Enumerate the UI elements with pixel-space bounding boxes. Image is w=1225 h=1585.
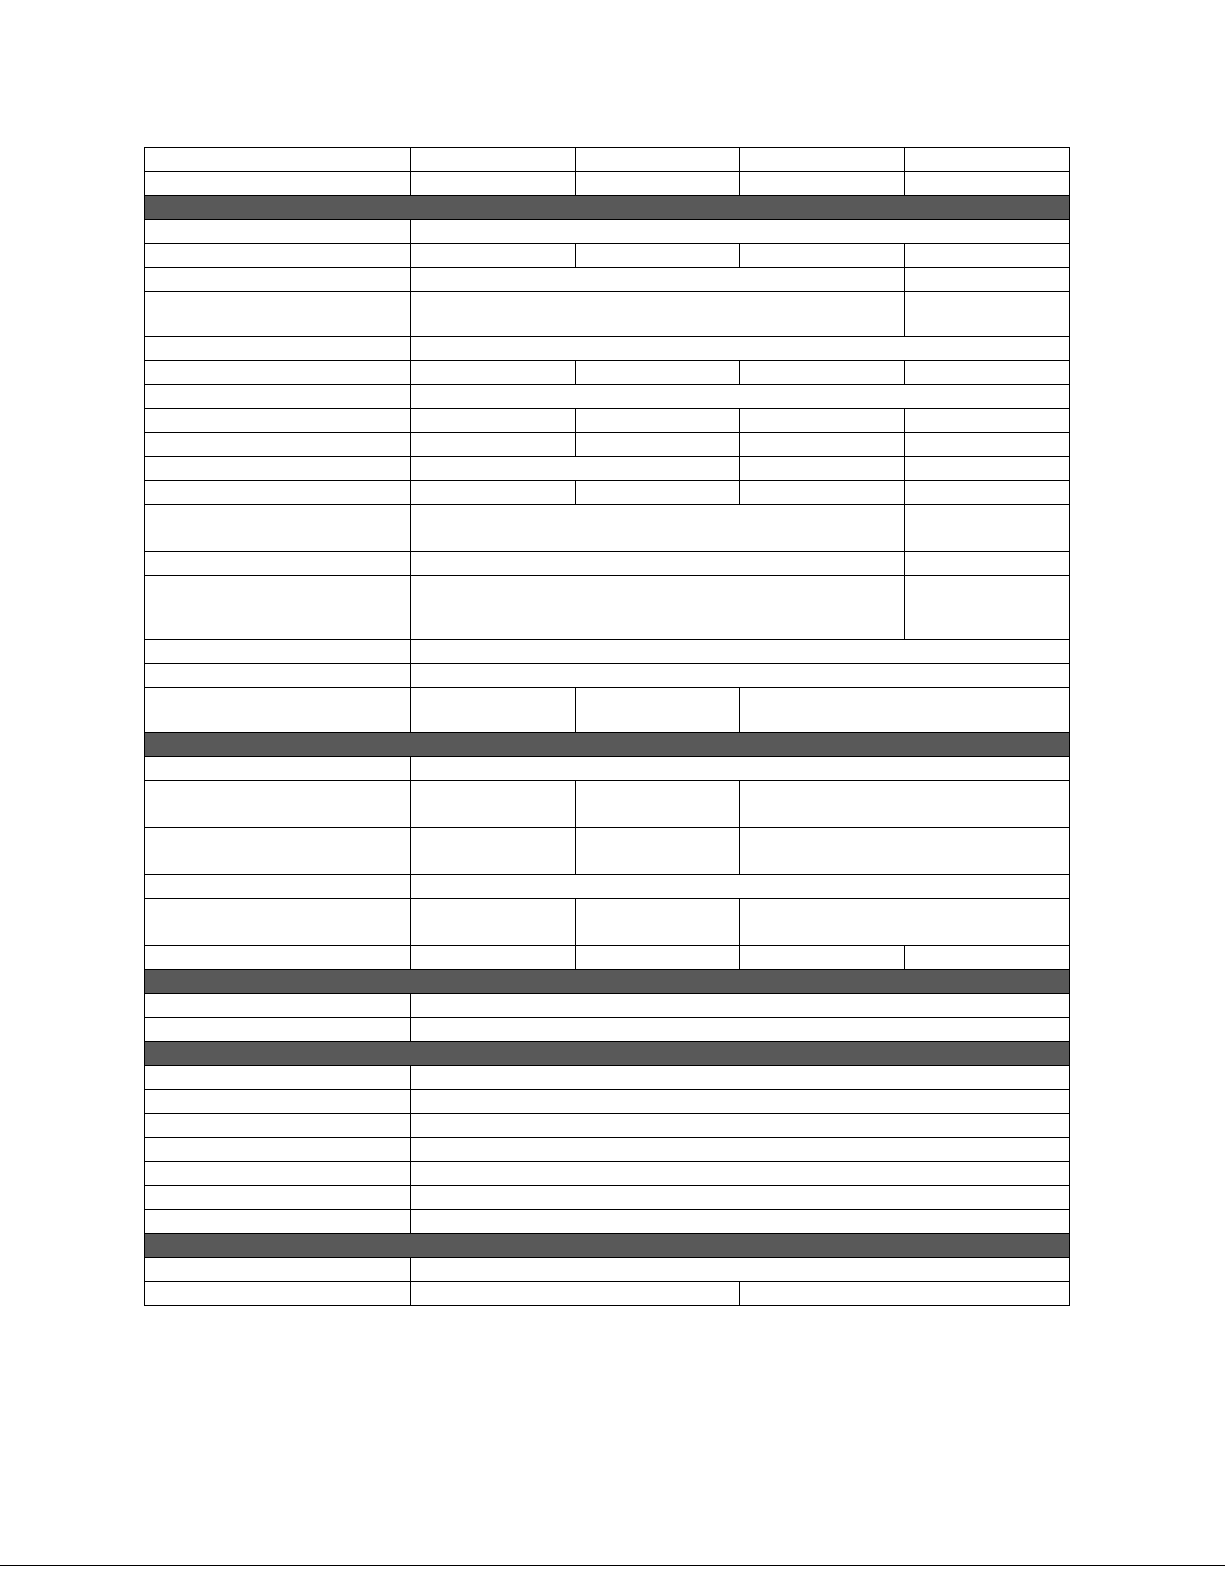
table-row xyxy=(145,757,1070,781)
value-cell xyxy=(905,172,1070,196)
value-cell xyxy=(411,433,576,457)
value-cell xyxy=(740,688,1070,733)
table-row xyxy=(145,1210,1070,1234)
row-label-cell xyxy=(145,457,411,481)
value-cell xyxy=(411,899,576,946)
value-cell xyxy=(411,781,576,828)
row-label-cell xyxy=(145,172,411,196)
value-cell xyxy=(411,481,576,505)
page-bottom-rule xyxy=(0,1565,1225,1566)
value-cell xyxy=(905,576,1070,640)
value-cell xyxy=(576,781,740,828)
value-cell xyxy=(905,244,1070,268)
value-cell xyxy=(740,899,1070,946)
value-cell xyxy=(411,409,576,433)
value-cell xyxy=(411,664,1070,688)
value-cell xyxy=(411,576,905,640)
value-cell xyxy=(411,1018,1070,1042)
value-cell xyxy=(411,148,576,172)
section-header-row xyxy=(145,1234,1070,1258)
value-cell xyxy=(905,946,1070,970)
table-row xyxy=(145,552,1070,576)
section-header-row xyxy=(145,970,1070,994)
value-cell xyxy=(905,505,1070,552)
section-header-row xyxy=(145,1042,1070,1066)
value-cell xyxy=(411,688,576,733)
table-row xyxy=(145,994,1070,1018)
row-label-cell xyxy=(145,409,411,433)
table-row xyxy=(145,1162,1070,1186)
row-label-cell xyxy=(145,505,411,552)
value-cell xyxy=(411,640,1070,664)
table-row xyxy=(145,640,1070,664)
row-label-cell xyxy=(145,946,411,970)
value-cell xyxy=(411,385,1070,409)
table-row xyxy=(145,1138,1070,1162)
value-cell xyxy=(905,552,1070,576)
value-cell xyxy=(411,875,1070,899)
section-header-cell xyxy=(145,196,1070,220)
value-cell xyxy=(905,481,1070,505)
row-label-cell xyxy=(145,828,411,875)
table-row xyxy=(145,781,1070,828)
table-row xyxy=(145,481,1070,505)
value-cell xyxy=(576,409,740,433)
row-label-cell xyxy=(145,1282,411,1306)
row-label-cell xyxy=(145,1138,411,1162)
row-label-cell xyxy=(145,433,411,457)
value-cell xyxy=(411,337,1070,361)
value-cell xyxy=(576,899,740,946)
value-cell xyxy=(576,946,740,970)
value-cell xyxy=(740,172,905,196)
section-header-cell xyxy=(145,1042,1070,1066)
section-header-row xyxy=(145,733,1070,757)
value-cell xyxy=(576,361,740,385)
value-cell xyxy=(411,505,905,552)
value-cell xyxy=(905,268,1070,292)
value-cell xyxy=(411,292,905,337)
table-row xyxy=(145,899,1070,946)
table-row xyxy=(145,292,1070,337)
section-header-cell xyxy=(145,1234,1070,1258)
value-cell xyxy=(740,1282,1070,1306)
table-row xyxy=(145,1090,1070,1114)
value-cell xyxy=(411,1162,1070,1186)
section-header-cell xyxy=(145,733,1070,757)
row-label-cell xyxy=(145,1258,411,1282)
row-label-cell xyxy=(145,268,411,292)
row-label-cell xyxy=(145,640,411,664)
row-label-cell xyxy=(145,220,411,244)
table-row xyxy=(145,361,1070,385)
value-cell xyxy=(905,457,1070,481)
table-row xyxy=(145,244,1070,268)
value-cell xyxy=(905,409,1070,433)
row-label-cell xyxy=(145,148,411,172)
value-cell xyxy=(411,268,905,292)
table-row xyxy=(145,1186,1070,1210)
value-cell xyxy=(740,781,1070,828)
value-cell xyxy=(740,409,905,433)
value-cell xyxy=(411,1090,1070,1114)
value-cell xyxy=(905,433,1070,457)
value-cell xyxy=(576,828,740,875)
table-row xyxy=(145,946,1070,970)
value-cell xyxy=(576,688,740,733)
table-row xyxy=(145,1066,1070,1090)
table-row xyxy=(145,385,1070,409)
value-cell xyxy=(740,148,905,172)
table-row xyxy=(145,688,1070,733)
value-cell xyxy=(411,552,905,576)
value-cell xyxy=(740,244,905,268)
value-cell xyxy=(411,828,576,875)
row-label-cell xyxy=(145,1018,411,1042)
row-label-cell xyxy=(145,875,411,899)
row-label-cell xyxy=(145,1162,411,1186)
row-label-cell xyxy=(145,552,411,576)
row-label-cell xyxy=(145,1066,411,1090)
row-label-cell xyxy=(145,1114,411,1138)
value-cell xyxy=(411,1186,1070,1210)
table-row xyxy=(145,875,1070,899)
row-label-cell xyxy=(145,1186,411,1210)
table-row xyxy=(145,505,1070,552)
row-label-cell xyxy=(145,244,411,268)
value-cell xyxy=(576,148,740,172)
table-row xyxy=(145,664,1070,688)
section-header-row xyxy=(145,196,1070,220)
value-cell xyxy=(411,1066,1070,1090)
table-row xyxy=(145,1282,1070,1306)
table-row xyxy=(145,576,1070,640)
value-cell xyxy=(576,433,740,457)
value-cell xyxy=(740,828,1070,875)
table-row xyxy=(145,148,1070,172)
table-row xyxy=(145,268,1070,292)
value-cell xyxy=(411,220,1070,244)
value-cell xyxy=(411,1210,1070,1234)
row-label-cell xyxy=(145,1210,411,1234)
table-row xyxy=(145,172,1070,196)
value-cell xyxy=(411,361,576,385)
table-row xyxy=(145,220,1070,244)
table-row xyxy=(145,457,1070,481)
table-row xyxy=(145,433,1070,457)
value-cell xyxy=(411,457,740,481)
value-cell xyxy=(411,757,1070,781)
row-label-cell xyxy=(145,664,411,688)
row-label-cell xyxy=(145,994,411,1018)
value-cell xyxy=(740,361,905,385)
table-row xyxy=(145,409,1070,433)
value-cell xyxy=(905,292,1070,337)
row-label-cell xyxy=(145,757,411,781)
section-header-cell xyxy=(145,970,1070,994)
value-cell xyxy=(411,1114,1070,1138)
row-label-cell xyxy=(145,337,411,361)
row-label-cell xyxy=(145,361,411,385)
value-cell xyxy=(576,244,740,268)
row-label-cell xyxy=(145,292,411,337)
row-label-cell xyxy=(145,1090,411,1114)
table-row xyxy=(145,1258,1070,1282)
value-cell xyxy=(576,172,740,196)
value-cell xyxy=(740,457,905,481)
table-row xyxy=(145,1114,1070,1138)
row-label-cell xyxy=(145,481,411,505)
row-label-cell xyxy=(145,576,411,640)
value-cell xyxy=(411,1258,1070,1282)
row-label-cell xyxy=(145,385,411,409)
value-cell xyxy=(740,433,905,457)
value-cell xyxy=(411,994,1070,1018)
value-cell xyxy=(411,172,576,196)
row-label-cell xyxy=(145,688,411,733)
value-cell xyxy=(740,946,905,970)
table-row xyxy=(145,828,1070,875)
row-label-cell xyxy=(145,899,411,946)
value-cell xyxy=(411,1138,1070,1162)
value-cell xyxy=(905,361,1070,385)
value-cell xyxy=(576,481,740,505)
spec-table xyxy=(144,147,1070,1306)
row-label-cell xyxy=(145,781,411,828)
value-cell xyxy=(905,148,1070,172)
value-cell xyxy=(411,1282,740,1306)
value-cell xyxy=(411,946,576,970)
table-row xyxy=(145,1018,1070,1042)
value-cell xyxy=(411,244,576,268)
table-row xyxy=(145,337,1070,361)
value-cell xyxy=(740,481,905,505)
